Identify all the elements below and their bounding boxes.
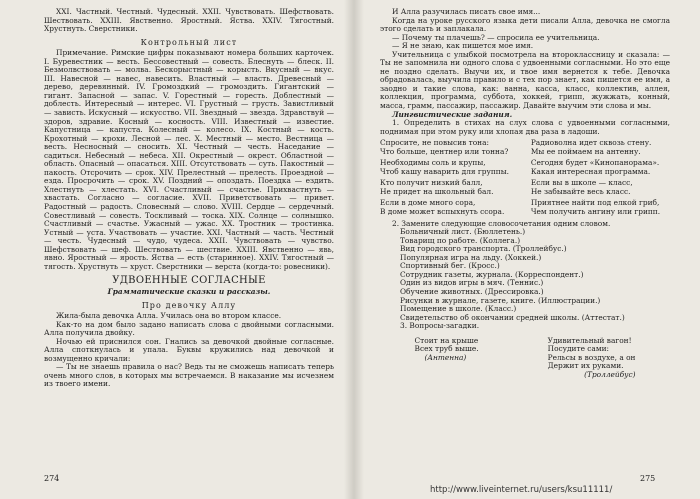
pair-line: Чем получить ангину или грипп. <box>530 207 661 217</box>
pair-line: Кто получит низкий балл, <box>380 178 483 188</box>
riddles <box>380 337 670 380</box>
pair-line: Приятнее найти под елкой гриб, <box>530 198 660 208</box>
subsection-heading: Грамматические сказки и рассказы. <box>107 286 271 296</box>
pair-line: Радиоволна идет сквозь стену. <box>530 138 652 148</box>
riddle-1: Стоит на крыше Всех труб выше. (Антенна) <box>414 335 479 362</box>
pair-line: Если вы в школе — класс, <box>530 178 633 188</box>
pair-line: Мы ее поймаем на антенну. <box>530 146 641 156</box>
pairs-block <box>380 139 670 156</box>
chapter-title: УДВОЕННЫЕ СОГЛАСНЫЕ <box>112 275 266 287</box>
phrase-item: Сотрудник газеты, журнала. (Корреспондент.) <box>400 269 584 279</box>
phrase-item: Рисунки в журнале, газете, книге. (Иллюстрации.) <box>400 295 601 305</box>
paragraph: Жила-была девочка Алла. Училась она во втором классе. <box>56 311 282 321</box>
phrase-item: Свидетельство об окончании средней школы. (Аттестат.) <box>400 312 625 322</box>
pair-line: Сегодня будет «Кинопанорама». <box>530 158 660 168</box>
paragraph: Ночью ей приснился сон. Гнались за девочкой двойные согласные. Алла споткнулась и упала. Буквы кружились над девочкой и возмущенно кричали: <box>44 336 334 363</box>
phrase-item: Обучение животных. (Дрессировка.) <box>400 286 544 296</box>
pair-line: Если в доме много сора, <box>380 198 476 208</box>
phrase-item: Один из видов игры в мяч. (Теннис.) <box>400 278 544 288</box>
phrase-item: Вид городского транспорта. (Троллейбус.) <box>400 244 567 254</box>
paragraph: 2. Замените следующие словосочетания одним словом. <box>392 218 611 228</box>
phrase-item: Товарищ по работе. (Коллега.) <box>400 235 521 245</box>
paragraph: Учительница с улыбкой посмотрела на второклассницу и сказала: — Ты не запомнила ни одного слова с удвоенными согласными. Но это еще не поздно сделать. Выучи их, и твое имя вернется к тебе. Девочка обрадовалась, выучила правило и с тех пор знает, как пишется ее имя, а заодно и такие слова, как: ванна, касса, класс, коллектив, аллея, коллекция, программа, суббота, хоккей, грипп, жужжать, конный, масса, грамм, пассажир, пассажир. Давайте выучим эти слова и мы. <box>380 49 670 111</box>
paragraph: И Алла разучилась писать свое имя... <box>392 8 541 16</box>
page-number: 274 <box>44 474 60 483</box>
pairs-right <box>531 139 670 156</box>
phrase-list <box>380 228 670 331</box>
book-gutter <box>344 0 364 499</box>
phrase-item: Популярная игра на льду. (Хоккей.) <box>400 252 542 262</box>
pair-line: Не забывайте весь класс. <box>530 186 631 196</box>
pair-line: Необходимы соль и крупы, <box>380 158 486 168</box>
pair-line: Что больше, центнер или тонна? <box>380 146 509 156</box>
pairs-block <box>380 179 670 196</box>
paragraph: — Я не знаю, как пишется мое имя. <box>392 41 534 51</box>
pair-line: Спросите, не повысив тона: <box>380 138 489 148</box>
phrase-item: Спортивный бег. (Кросс.) <box>400 261 500 271</box>
paragraph: Когда на уроке русского языка дети писали Алла, девочка не смогла этого сделать и заплакала. <box>380 15 670 34</box>
phrase-item: Помещение в школе. (Класс.) <box>400 304 517 314</box>
pairs-block <box>380 159 670 176</box>
pair-line: Какая интересная программа. <box>530 166 651 176</box>
subsection-heading: Лингвистические задания. <box>392 109 513 119</box>
left-page <box>44 8 334 478</box>
paragraph: 1. Определить в стихах на слух слова с удвоенными согласными, поднимая при этом руку или хлопая два раза в ладоши. <box>380 118 670 136</box>
right-page <box>380 8 670 478</box>
watermark-url: http://www.liveinternet.ru/users/ksu11111/ <box>430 485 613 495</box>
section-heading: Контрольный лист <box>140 37 238 47</box>
riddle-2: Удивительный вагон! Посудите сами: Рельсы в воздухе, а он Держит их руками. (Троллейбус) <box>547 335 636 379</box>
phrase-item: 3. Вопросы-загадки. <box>400 321 480 331</box>
phrase-item: Больничный лист. (Бюллетень.) <box>400 227 526 237</box>
paragraph: — Ты не знаешь правила о нас? Ведь ты не сможешь написать теперь очень много слов, в которых мы встречаемся. В наказание мы исчезнем из твоего имени. <box>44 362 334 389</box>
pairs-left <box>380 139 519 156</box>
page-number: 275 <box>640 474 656 483</box>
pair-line: Не придет на школьный бал. <box>380 186 494 196</box>
paragraph: XXI. Частный. Честный. Чудесный. XXII. Чувствовать. Шефствовать. Шествовать. XXIII. Явственно. Яростный. Яства. XXIV. Тягостный. Хрустнуть. Сверстники. <box>44 8 334 34</box>
paragraph: Как-то на дом было задано написать слова с двойными согласными. Алла получила двойку. <box>44 319 334 338</box>
paragraph: Примечание. Римские цифры показывают номера больших карточек. I. Буревестник — весть. Бессовестный — совесть. Блеснуть — блеск. II. Безмолвствовать — молва. Бескорыстный — корысть. Вкусный — вкус. III. Навесной — навес, навесить. Властный — власть. Древесный — дерево, деревянный. IV. Громоздкий — громоздить. Гигантский — гигант. Запасной — запас. V. Горестный — горесть. Доблестный — доблесть. Интересный — интерес. VI. Грустный — грусть. Завистливый — зависть. Искусный — искусство. VII. Звездный — звезда. Здравствуй — здоров, здравие. Косный — косность. VIII. Известный — известие. Капустница — капуста. Колесный — колесо. IX. Костный — кость. Крохотный — крохи. Лесной — лес. X. Местный — место. Вестница — весть. Несносный — сносить. XI. Честный — честь. Наседание — садиться. Небесный — небеса. XII. Окрестный — окрест. Областной — область. Опасный — опасаться. XIII. Отсутствовать — суть. Пакостный — пакость. Отсрочить — срок. XIV. Прелестный — прелесть. Проездной — езда. Просрочить — срок. XV. Поздний — опоздать. Поездка — ездить. Хлестнуть — хлестать. XVI. Счастливый — счастье. Прихвастнуть — хвастать. Согласно — согласие. XVII. Приветствовать — привет. Радостный — радость. Словесный — слово. XVIII. Сердце — сердечный. Совестливый — совесть. Тоскливый — тоска. XIX. Солнце — солнышко. Счастливый — счастье. Ужасный — ужас. XX. Тростник — тростинка. Устный — уста. Участвовать — участие. XXI. Частный — часть. Честный — честь. Чудесный — чудо, чудеса. XXII. Чувствовать — чувство. Шефствовать — шеф. Шествовать — шествие. XXIII. Явственно — явь, явно. Яростный — ярость. Яства — есть (старинное). XXIV. Тягостный — тягость. Хрустнуть — хруст. Сверстники — верста (когда-то: ровесники). <box>44 48 334 271</box>
paragraph: — Почему ты плачешь? — спросила ее учительница. <box>392 32 600 42</box>
story-title: Про девочку Аллу <box>141 300 237 310</box>
pairs-block <box>380 199 670 216</box>
pair-line: Чтоб кашу наварить для группы. <box>380 166 509 176</box>
pair-line: В доме может вспыхнуть ссора. <box>380 207 505 217</box>
